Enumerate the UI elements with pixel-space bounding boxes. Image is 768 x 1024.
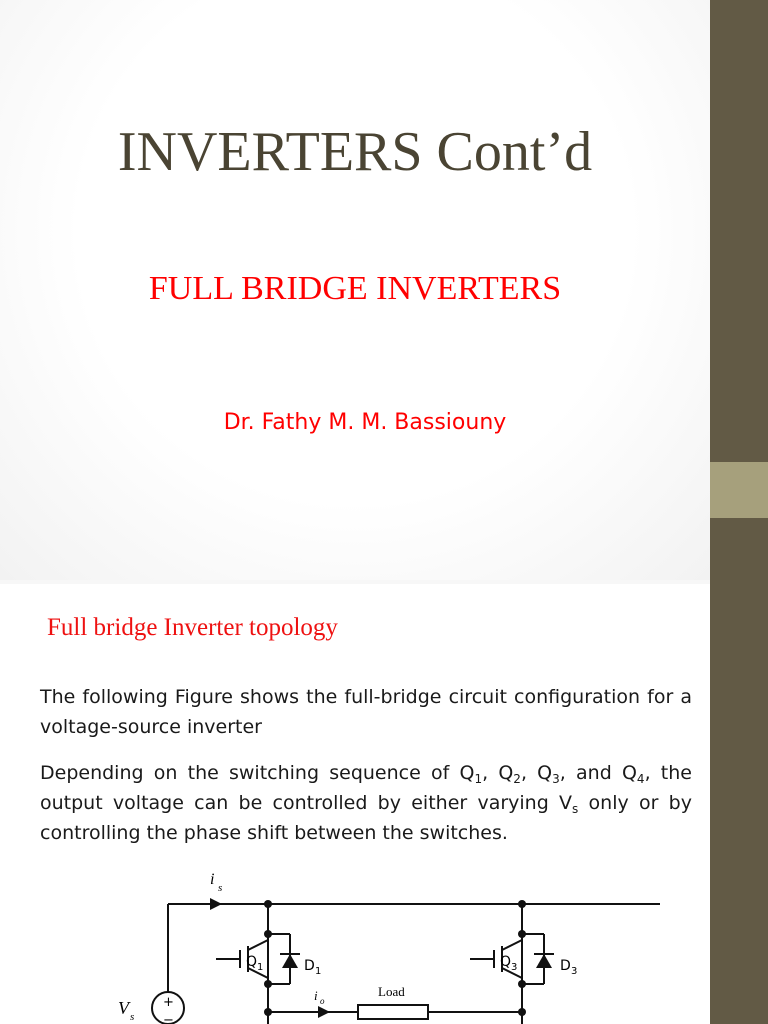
full-bridge-circuit-diagram	[0, 864, 710, 1024]
load-resistor	[358, 1005, 428, 1019]
sidebar-bottom	[710, 518, 768, 1024]
slide-title: INVERTERS Cont’d	[117, 121, 593, 183]
svg-text:−: −	[163, 1013, 174, 1024]
svg-text:3: 3	[571, 966, 578, 977]
io-arrow-icon	[318, 1006, 330, 1018]
paragraph-switching: Depending on the switching sequence of $Q_1$, $Q_2$, $Q_3$, and $Q_4$, the output voltage can be controlled by either varying $V_s$ only or by controlling the phase shift between the switches.	[40, 762, 692, 844]
is-arrow-icon	[210, 898, 222, 910]
section-heading: Full bridge Inverter topology	[47, 614, 338, 641]
q1-label: Q	[246, 954, 258, 970]
d3-label: D	[560, 958, 571, 974]
diode-d1-icon	[282, 954, 298, 968]
diode-d3-icon	[536, 954, 552, 968]
svg-text:1: 1	[315, 966, 322, 977]
sidebar-top	[710, 0, 768, 462]
vs-label: V	[118, 998, 129, 1018]
svg-text:+: +	[163, 995, 174, 1010]
svg-text:o: o	[320, 996, 325, 1006]
svg-text:s: s	[130, 1011, 135, 1023]
q3-label: Q	[500, 954, 512, 970]
svg-text:s: s	[218, 882, 223, 894]
paragraph-figure-intro: The following Figure shows the full-bridge circuit configuration for a voltage-source inverter	[40, 686, 692, 738]
d1-label: D	[304, 958, 315, 974]
author-name: Dr. Fathy M. M. Bassiouny	[223, 410, 507, 435]
svg-text:1: 1	[257, 962, 264, 973]
load-label: Load	[378, 984, 405, 999]
is-label: i	[210, 871, 215, 888]
slide-subtitle: FULL BRIDGE INVERTERS	[148, 270, 562, 307]
svg-text:3: 3	[511, 962, 518, 973]
io-label: i	[314, 988, 318, 1003]
sidebar-accent-block	[710, 462, 768, 518]
